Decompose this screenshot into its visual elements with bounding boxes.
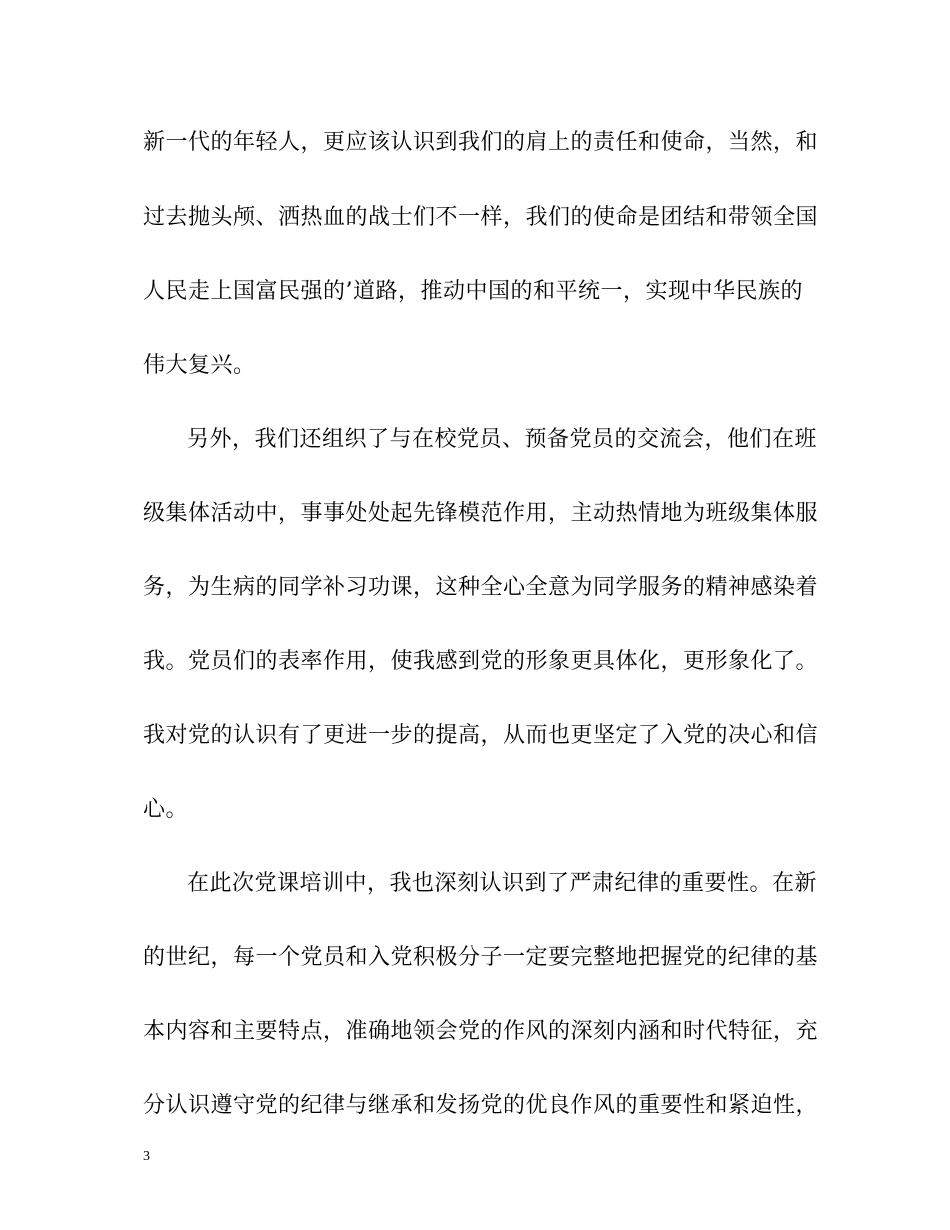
page-number: 3: [143, 1149, 150, 1164]
text-line: 心。: [143, 797, 189, 822]
text-line: 本内容和主要特点，准确地领会党的作风的深刻内涵和时代特征，充: [143, 1019, 819, 1044]
text-line: 级集体活动中，事事处处起先锋模范作用，主动热情地为班级集体服: [143, 501, 819, 526]
text-line: 我对党的认识有了更进一步的提高，从而也更坚定了入党的决心和信: [143, 723, 819, 748]
text-line: 过去抛头颅、洒热血的战士们不一样，我们的使命是团结和带领全国: [143, 205, 819, 230]
text-line: 新一代的年轻人，更应该认识到我们的肩上的责任和使命，当然，和: [143, 130, 819, 155]
text-line: 人民走上国富民强的’道路，推动中国的和平统一，实现中华民族的: [143, 279, 803, 304]
text-line: 务，为生病的同学补习功课，这种全心全意为同学服务的精神感染着: [143, 575, 819, 600]
text-line: 另外，我们还组织了与在校党员、预备党员的交流会，他们在班: [187, 427, 818, 452]
text-line: 在此次党课培训中，我也深刻认识到了严肃纪律的重要性。在新: [187, 871, 818, 896]
text-line: 的世纪，每一个党员和入党积极分子一定要完整地把握党的纪律的基: [143, 945, 819, 970]
text-line: 分认识遵守党的纪律与继承和发扬党的优良作风的重要性和紧迫性，: [143, 1093, 819, 1118]
text-line: 伟大复兴。: [143, 353, 256, 378]
text-line: 我。党员们的表率作用，使我感到党的形象更具体化，更形象化了。: [143, 649, 819, 674]
